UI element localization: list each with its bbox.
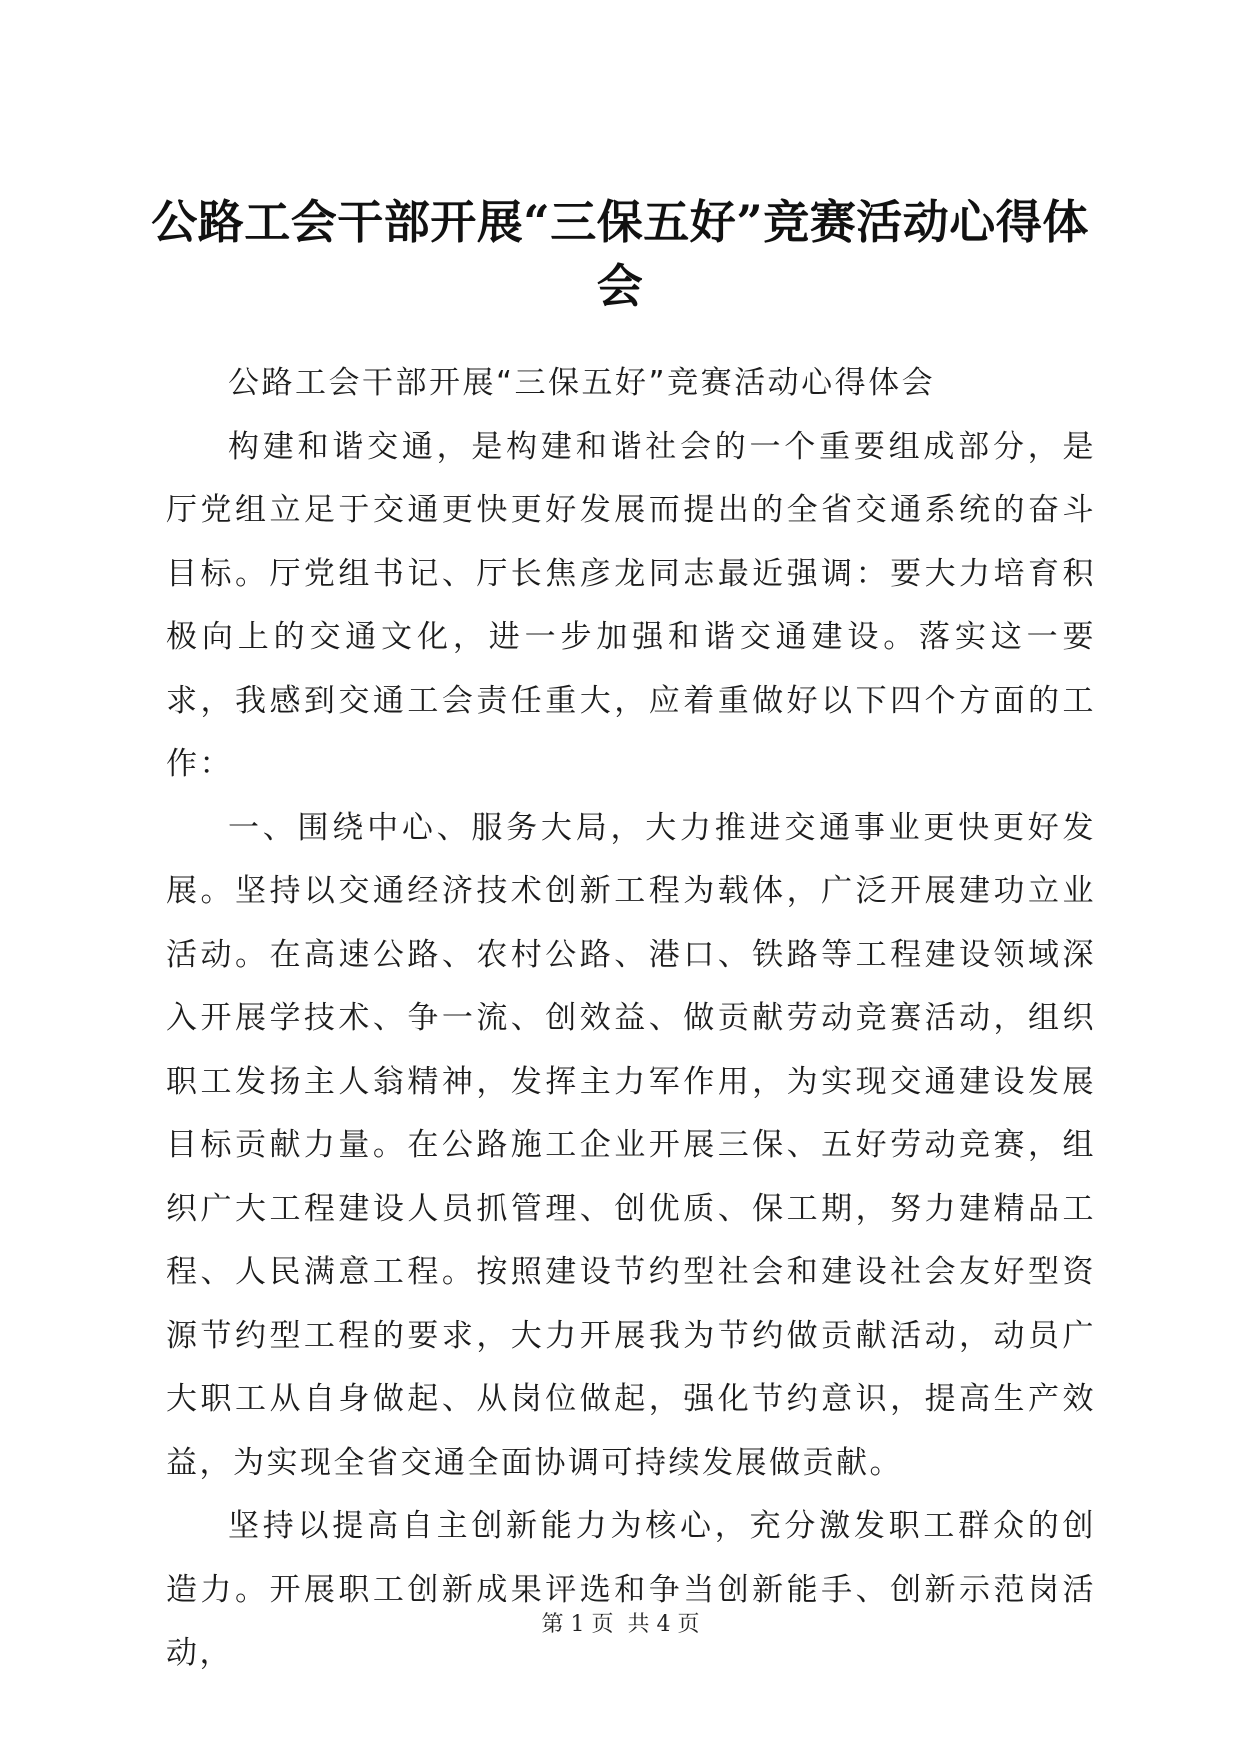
page-number-label: 第 1 页 共 4 页 <box>541 1612 700 1637</box>
document-body <box>166 352 1096 1686</box>
paragraph-intro: 构建和谐交通，是构建和谐社会的一个重要组成部分，是厅党组立足于交通更快更好发展而提出的全省交通系统的奋斗目标。厅党组书记、厅长焦彦龙同志最近强调：要大力培育积极向上的交通文化，进一步加强和谐交通建设。落实这一要求，我感到交通工会责任重大，应着重做好以下四个方面的工作： <box>166 428 1096 782</box>
paragraph-section-one: 一、围绕中心、服务大局，大力推进交通事业更快更好发展。坚持以交通经济技术创新工程为载体，广泛开展建功立业活动。在高速公路、农村公路、港口、铁路等工程建设领域深入开展学技术、争一流、创效益、做贡献劳动竞赛活动，组织职工发扬主人翁精神，发挥主力军作用，为实现交通建设发展目标贡献力量。在公路施工企业开展三保、五好劳动竞赛，组织广大工程建设人员抓管理、创优质、保工期，努力建精品工程、人民满意工程。按照建设节约型社会和建设社会友好型资源节约型工程的要求，大力开展我为节约做贡献活动，动员广大职工从自身做起、从岗位做起，强化节约意识，提高生产效益，为实现全省交通全面协调可持续发展做贡献。 <box>166 809 1096 1481</box>
document-title: 公路工会干部开展“三保五好”竞赛活动心得体会 <box>151 195 1089 313</box>
paragraph-subtitle: 公路工会干部开展“三保五好”竞赛活动心得体会 <box>228 365 936 401</box>
paragraph-innovation: 坚持以提高自主创新能力为核心，充分激发职工群众的创造力。开展职工创新成果评选和争当创新能手、创新示范岗活动， <box>166 1508 1096 1671</box>
page-footer <box>0 1607 1241 1638</box>
